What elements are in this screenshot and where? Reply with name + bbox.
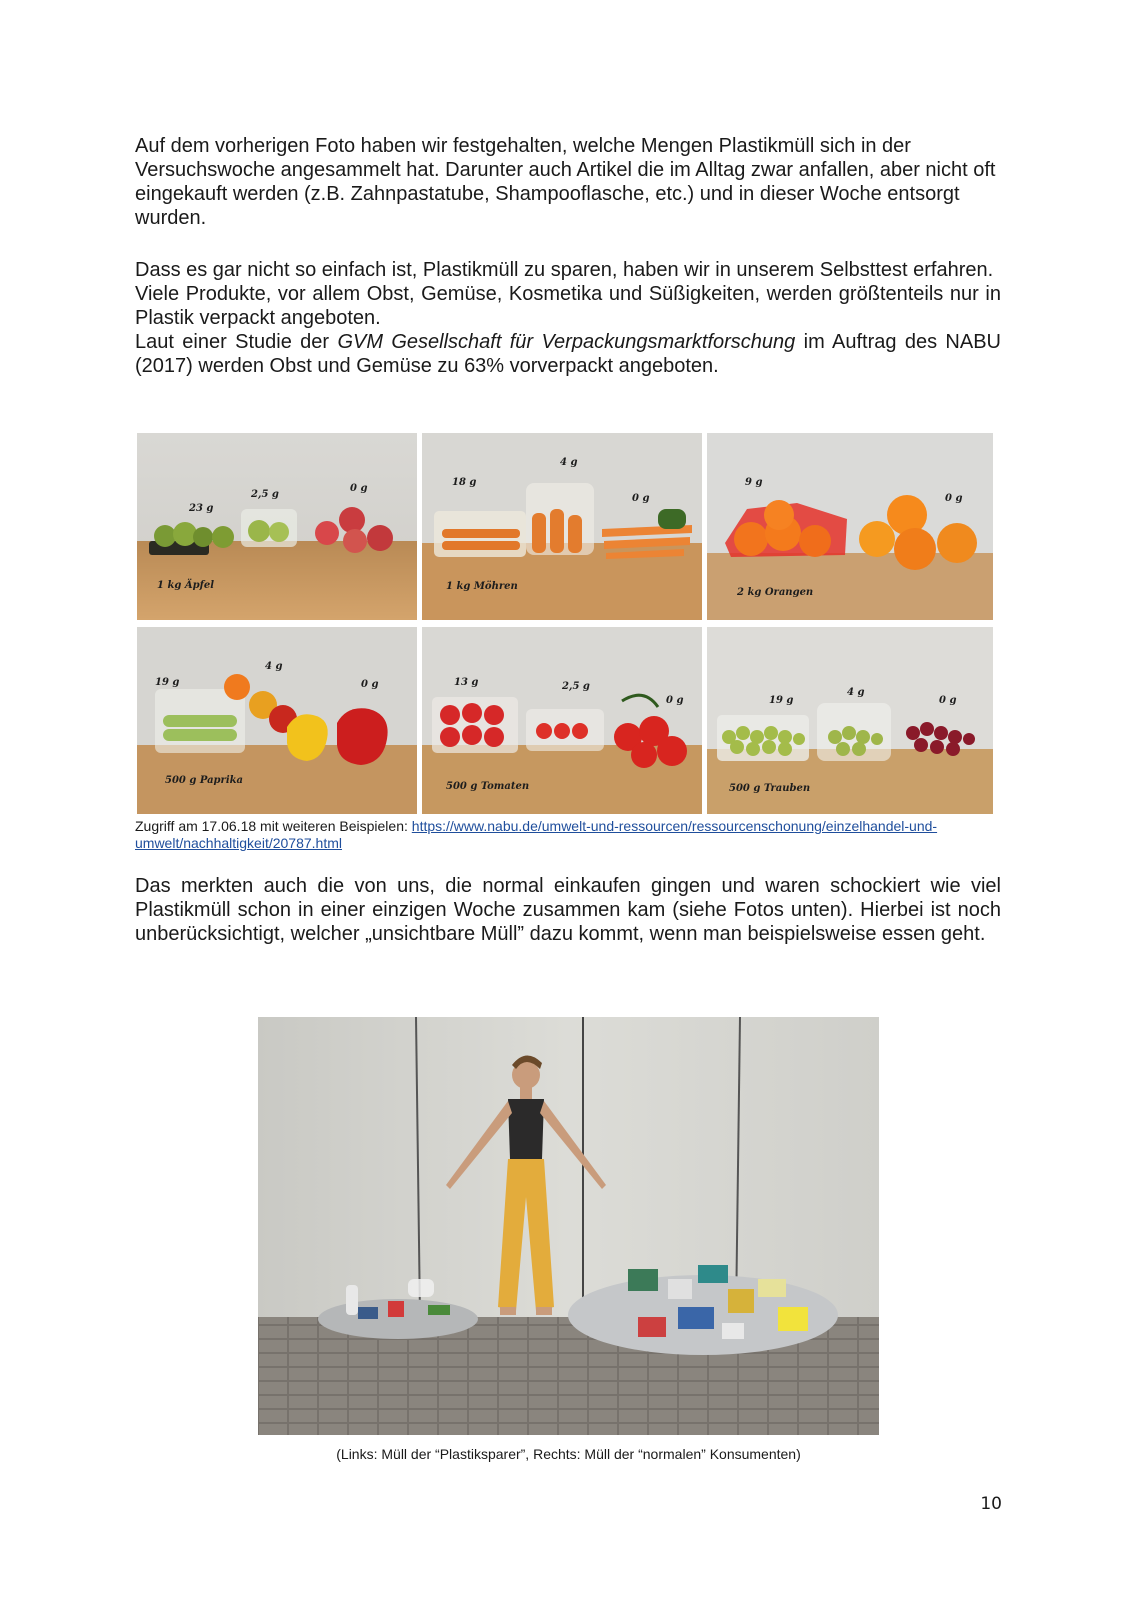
produce-photo-paprika [137,627,417,814]
produce-photo-grapes [707,627,993,814]
apples-weight-loose: 0 g [350,483,368,494]
grapes-label: 500 g Trauben [729,783,811,794]
apples-label: 1 kg Äpfel [157,580,215,591]
paragraph-normal-shoppers: Das merkten auch die von uns, die normal einkaufen gingen und waren schockiert wie viel Plastikmüll schon in einer einzigen Woche zusammen kam (siehe Fotos unten). Hierbei ist noch unberücksichtigt, welcher „unsichtbare Müll” dazu kommt, wenn man beispielsweise essen geht. [135,875,1001,945]
oranges-weight-loose: 0 g [945,493,963,504]
photo-caption: (Links: Müll der “Plastiksparer”, Rechts: Müll der “normalen” Konsumenten) [336,1446,801,1462]
apples-photo-illustration [137,433,417,620]
produce-photo-oranges [707,433,993,620]
tomatoes-label: 500 g Tomaten [446,781,530,792]
tomatoes-weight-loose: 0 g [666,695,684,706]
apples-weight-tray: 23 g [189,503,214,514]
waste-comparison-photo [258,1017,879,1435]
paragraph-plastic-waste-photo: Auf dem vorherigen Foto haben wir festgehalten, welche Mengen Plastikmüll sich in der Versuchswoche angesammelt hat. Darunter auch Artikel die im Alltag zwar anfallen, aber nicht oft eingekauft werden (z.B. Zahnpastatube, Shampooflasche, etc.) und in dieser Woche entsorgt wurden. [135,135,996,229]
paprika-weight-loose: 0 g [361,679,379,690]
carrots-weight-bag: 4 g [560,457,578,468]
grapes-photo-illustration [707,627,993,814]
gvm-study-text-end: im Auftrag des NABU (2017) werden Obst und Gemüse zu 63% vorverpackt angeboten. [135,331,1001,377]
produce-photo-apples [137,433,417,620]
produce-photo-grid [137,433,993,816]
paprika-weight-bag: 4 g [265,661,283,672]
source-prefix: Zugriff am 17.06.18 mit weiteren Beispielen: [135,818,412,834]
produce-photo-carrots [422,433,702,620]
paprika-photo-illustration [137,627,417,814]
produce-photo-tomatoes [422,627,702,814]
tomatoes-weight-tray: 13 g [454,677,479,688]
oranges-weight-net: 9 g [745,477,763,488]
carrots-weight-tray: 18 g [452,477,477,488]
paragraph-selbsttest: Dass es gar nicht so einfach ist, Plastikmüll zu sparen, haben wir in unserem Selbsttest erfahren. [135,259,994,281]
grapes-weight-loose: 0 g [939,695,957,706]
page-number: 10 [980,1494,1002,1514]
paragraph-produkte: Viele Produkte, vor allem Obst, Gemüse, Kosmetika und Süßigkeiten, werden größtenteils nur in Plastik verpackt angeboten. [135,283,1001,329]
paprika-weight-tray: 19 g [155,677,180,688]
waste-comparison-illustration [258,1017,879,1435]
grapes-weight-tray: 19 g [769,695,794,706]
tomatoes-weight-bag: 2,5 g [562,681,590,692]
oranges-photo-illustration [707,433,993,620]
gvm-study-text-start: Laut einer Studie der [135,331,338,353]
paprika-label: 500 g Paprika [165,775,244,786]
oranges-label: 2 kg Orangen [737,587,814,598]
carrots-photo-illustration [422,433,702,620]
carrots-weight-loose: 0 g [632,493,650,504]
gvm-study-name: GVM Gesellschaft für Verpackungsmarktforschung [337,331,796,353]
paragraph-block-selbsttest [135,258,1001,378]
apples-weight-bag: 2,5 g [251,489,279,500]
carrots-label: 1 kg Möhren [446,581,518,592]
tomatoes-photo-illustration [422,627,702,814]
grapes-weight-bag: 4 g [847,687,865,698]
paragraph-gvm-study [135,330,1001,378]
source-link[interactable]: https://www.nabu.de/umwelt-und-ressourcen/ressourcenschonung/einzelhandel-und-umwelt/nachhaltigkeit/20787.html [135,818,938,851]
image-source [135,818,1001,852]
